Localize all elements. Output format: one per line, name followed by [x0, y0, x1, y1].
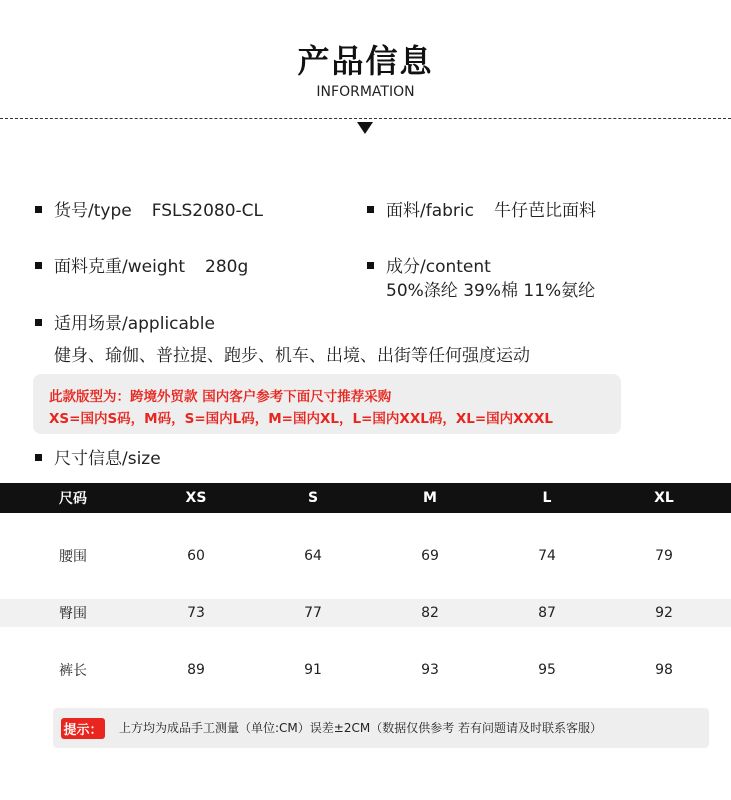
notice-line-2: XS=国内S码，M码，S=国内L码，M=国内XL，L=国内XXL码，XL=国内XXXL	[49, 411, 553, 427]
table-row	[0, 599, 731, 627]
header-cell-xl: XL	[654, 490, 674, 506]
table-cell: 79	[655, 548, 673, 564]
size-section-label: 尺寸信息/size	[54, 449, 161, 469]
tip-badge: 提示：	[61, 718, 105, 739]
header-cell-l: L	[542, 490, 552, 506]
page-title: 产品信息	[297, 42, 434, 80]
table-cell: 82	[421, 605, 439, 621]
bullet-square-icon	[367, 206, 374, 213]
bullet-square-icon	[35, 454, 42, 461]
spec-type-label: 货号/type	[54, 201, 132, 221]
table-cell: 95	[538, 662, 556, 678]
table-cell: 64	[304, 548, 322, 564]
table-cell: 92	[655, 605, 673, 621]
table-cell: 69	[421, 548, 439, 564]
table-cell: 87	[538, 605, 556, 621]
header-cell-xs: XS	[185, 490, 207, 506]
table-row	[0, 655, 731, 685]
spec-applicable	[35, 309, 215, 334]
size-section-heading	[35, 444, 161, 469]
table-cell: 60	[187, 548, 205, 564]
row-label-length: 裤长	[59, 663, 87, 679]
table-cell: 89	[187, 662, 205, 678]
spec-content-value: 50%涤纶 39%棉 11%氨纶	[386, 281, 596, 301]
spec-fabric-label: 面料/fabric	[386, 201, 474, 221]
table-cell: 91	[304, 662, 322, 678]
size-notice-box	[33, 374, 621, 434]
tip-bar	[53, 708, 709, 748]
spec-applicable-value: 健身、瑜伽、普拉提、跑步、机车、出境、出街等任何强度运动	[54, 346, 530, 366]
bullet-square-icon	[367, 262, 374, 269]
header-cell-size: 尺码	[59, 491, 87, 507]
table-row	[0, 541, 731, 571]
spec-type-value: FSLS2080-CL	[151, 201, 263, 221]
down-triangle-icon	[357, 122, 373, 134]
table-cell: 73	[187, 605, 205, 621]
table-cell: 74	[538, 548, 556, 564]
spec-content	[367, 252, 491, 277]
spec-weight-value: 280g	[205, 257, 249, 277]
spec-fabric-value: 牛仔芭比面料	[493, 201, 596, 221]
row-label-hip: 臀围	[59, 606, 87, 622]
row-label-waist: 腰围	[59, 549, 87, 565]
notice-line-1: 此款版型为：跨境外贸款 国内客户参考下面尺寸推荐采购	[49, 389, 392, 405]
header-cell-s: S	[307, 490, 319, 506]
tip-text: 上方均为成品手工测量（单位:CM）误差±2CM（数据仅供参考 若有问题请及时联系客服）	[119, 721, 603, 735]
header-cell-m: M	[423, 490, 437, 506]
dashed-divider	[0, 118, 731, 119]
spec-type	[35, 196, 263, 221]
table-cell: 98	[655, 662, 673, 678]
page-subtitle: INFORMATION	[316, 84, 415, 100]
spec-weight	[35, 252, 248, 277]
table-cell: 77	[304, 605, 322, 621]
spec-content-label: 成分/content	[386, 257, 491, 277]
size-table-header	[0, 483, 731, 513]
spec-weight-label: 面料克重/weight	[54, 257, 186, 277]
spec-applicable-label: 适用场景/applicable	[54, 314, 215, 334]
bullet-square-icon	[35, 319, 42, 326]
spec-fabric	[367, 196, 596, 221]
bullet-square-icon	[35, 262, 42, 269]
bullet-square-icon	[35, 206, 42, 213]
table-cell: 93	[421, 662, 439, 678]
